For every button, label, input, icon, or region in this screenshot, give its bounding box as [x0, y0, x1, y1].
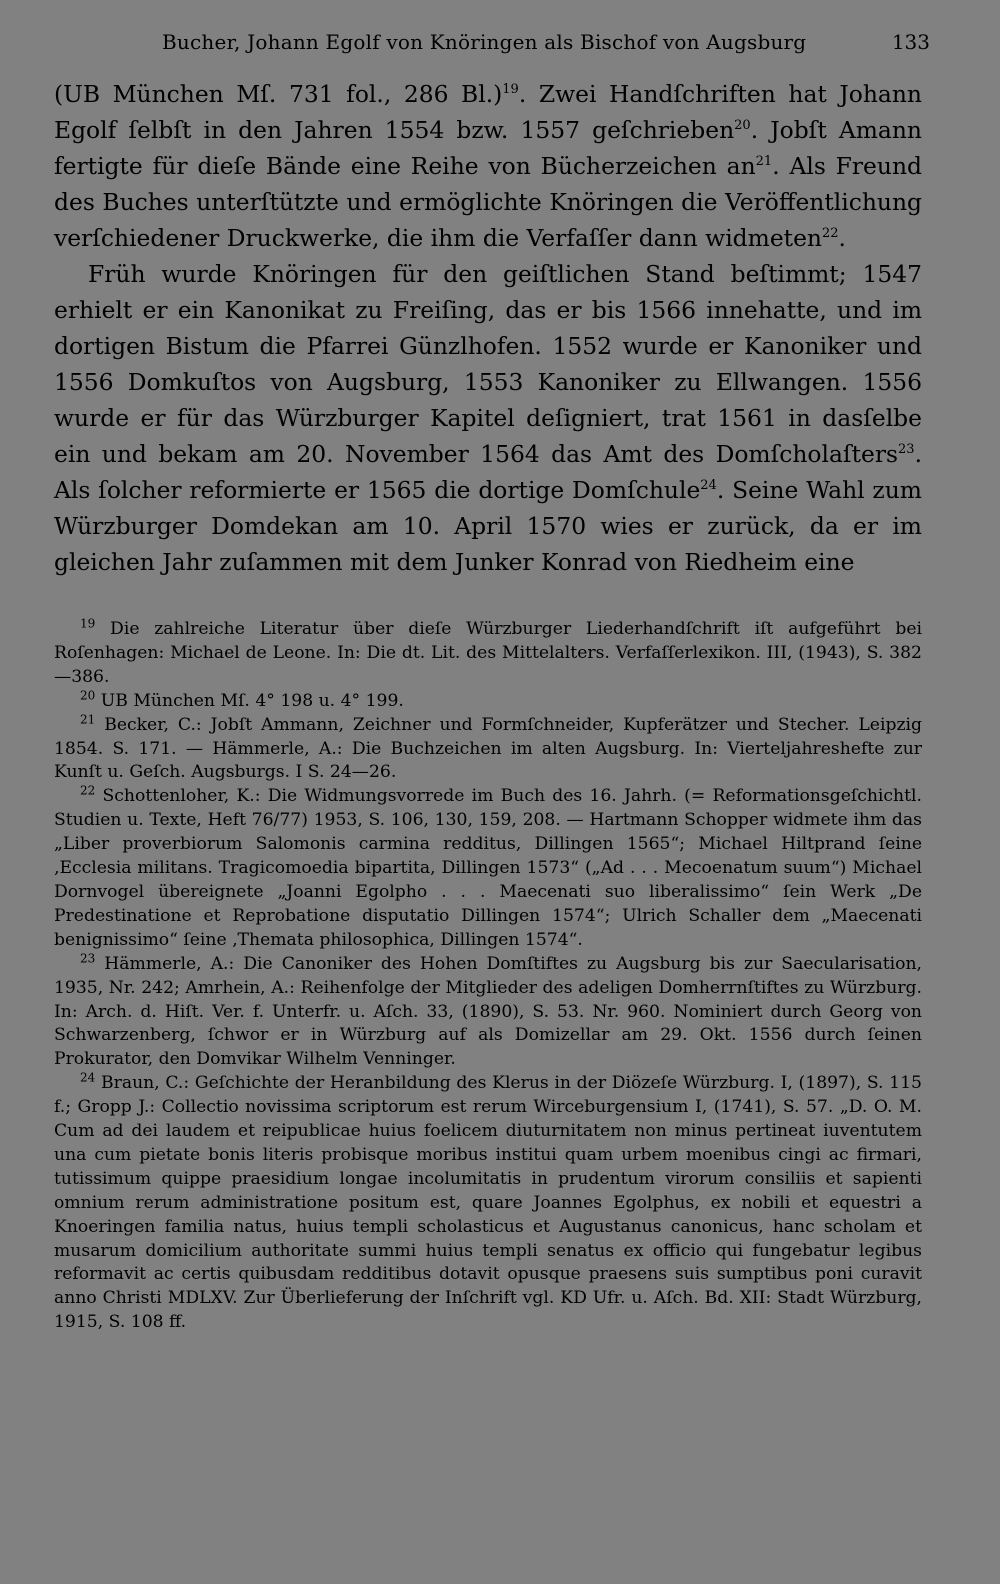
footnote-text: UB München Mſ. 4° 198 u. 4° 199. [100, 690, 404, 711]
running-title: Bucher, Johann Egolf von Knöringen als Bischof von Augsburg [162, 30, 807, 54]
footnote-text: Schottenloher, K.: Die Widmungsvorrede im Buch des 16. Jahrh. (= Reformationsgeſchichtl. Studien u. Texte, Heft 76/77) 1953, S. 106, 130, 159, 208. — Hartmann Schopper widmete ihm das „Liber proverbiorum Salomonis carmina redditus, Dillingen 1565“; Michael Hiltprand ſeine ‚Ecclesia militans. Tragicomoedia bipartita, Dillingen 1573“ („Ad . . . Mecoenatum suum“) Michael Dornvogel übereignete „Joanni Egolpho . . . Maecenati suo liberalissimo“ ſein Werk „De Predestinatione et Reprobatione disputatio Dillingen 1574“; Ulrich Schaller dem „Maecenati benignissimo“ ſeine ‚Themata philosophica, Dillingen 1574“. [54, 786, 922, 950]
paragraph-2 [54, 256, 922, 580]
footnote-22 [54, 785, 922, 952]
footnote-ref-22: 22 [821, 226, 839, 242]
main-text [54, 76, 922, 580]
footnote-ref-20: 20 [734, 118, 751, 134]
paragraph-2-text: . Seine Wahl zum Würzburger Domdekan am 10. April 1570 wies er zurück, da er im gleichen Jahr zuſammen mit dem Junker Konrad von Riedheim eine [54, 476, 922, 576]
paragraph-1-text: . Als Freund des Buches unterſtützte und ermöglichte Knöringen die Veröffentlichung verſchiedener Druckwerke, die ihm die Verfaſſer dann widmeten [54, 152, 922, 252]
footnote-21 [54, 711, 922, 786]
running-head [54, 30, 930, 60]
paragraph-1-text: . Zwei Handſchriften hat Johann Egolf ſelbſt in den Jahren 1554 bzw. 1557 geſchrieben [54, 80, 922, 144]
paragraph-1-text: . Jobſt Amann fertigte für dieſe Bände eine Reihe von Bücherzeichen an [54, 116, 923, 180]
footnote-23 [54, 950, 922, 1073]
footnote-20 [54, 687, 922, 714]
footnote-ref-19: 19 [502, 82, 519, 98]
footnote-number: 22 [80, 783, 96, 798]
footnote-text: Braun, C.: Geſchichte der Heranbildung des Klerus in der Diözeſe Würzburg. I, (1897), S. 115 f.; Gropp J.: Collectio novissima scriptorum est rerum Wirceburgensium I, (1741), S. 57. „D. O. M. Cum ad dei laudem et reipublicae huius foelicem diuturnitatem non minus pertineat iuventutem una cum pietate bonis literis probisque moribus institui quam urbem moenibus cingi ac firmari, tutissimum quippe praesidium longae incolumitatis in prudentum virorum consiliis et sapienti omnium rerum administratione positum est, quare Joannes Egolphus, ex nobili et equestri a Knoeringen familia natus, huius templi scholasticus et Augustanus canonicus, hanc scholam et musarum domicilium authoritate summi huius templi senatus ex officio qui fungebatur legibus reformavit ac certis quibusdam redditibus dotavit opusque praesens suis sumptibus poni curavit anno Christi MDLXV. Zur Überlieferung der Inſchrift vgl. KD Ufr. u. Aſch. Bd. XII: Stadt Würzburg, 1915, S. 108 ff. [54, 1073, 922, 1333]
paragraph-2-text: . Als ſolcher reformierte er 1565 die dortige Domſchule [54, 440, 922, 504]
footnote-ref-21: 21 [755, 154, 773, 170]
paragraph-1-text: . [838, 224, 846, 252]
footnote-number: 20 [80, 687, 96, 702]
footnote-text: Becker, C.: Jobſt Ammann, Zeichner und Formſchneider, Kupferätzer und Stecher. Leipzig 1854. S. 171. — Hämmerle, A.: Die Buchzeichen im alten Augsburg. In: Vierteljahreshefte zur Kunſt u. Geſch. Augsburgs. I S. 24—26. [54, 714, 922, 783]
footnote-24 [54, 1072, 922, 1335]
footnotes [54, 618, 922, 1335]
footnote-number: 24 [80, 1070, 96, 1085]
footnote-ref-24: 24 [700, 478, 717, 494]
paragraph-1 [54, 76, 922, 256]
page-number: 133 [891, 30, 930, 54]
footnote-text: Hämmerle, A.: Die Canoniker des Hohen Domſtiftes zu Augsburg bis zur Saecularisation, 1935, Nr. 242; Amrhein, A.: Reihenfolge der Mitglieder des adeligen Domherrnſtiftes zu Würzburg. In: Arch. d. Hiſt. Ver. f. Unterfr. u. Aſch. 33, (1890), S. 53. Nr. 960. Nominiert durch Georg von Schwarzenberg, ſchwor er in Würzburg auf als Domizellar am 29. Okt. 1556 durch ſeinen Prokurator, den Domvikar Wilhelm Venninger. [54, 953, 922, 1070]
footnote-text: Die zahlreiche Literatur über dieſe Würzburger Liederhandſchrift iſt aufgeführt bei Roſenhagen: Michael de Leone. In: Die dt. Lit. des Mittelalters. Verfaſſerlexikon. III, (1943), S. 382—386. [54, 619, 922, 687]
footnote-number: 19 [80, 616, 96, 631]
footnote-number: 23 [80, 950, 96, 965]
footnote-ref-23: 23 [898, 442, 915, 458]
paragraph-1-text: (UB München Mſ. 731 fol., 286 Bl.) [54, 80, 503, 108]
paragraph-2-text: Früh wurde Knöringen für den geiſtlichen Stand beſtimmt; 1547 erhielt er ein Kanonikat zu Freiſing, das er bis 1566 innehatte, und im dortigen Bistum die Pfarrei Günzlhofen. 1552 wurde er Kanoniker und 1556 Domkuſtos von Augsburg, 1553 Kanoniker zu Ellwangen. 1556 wurde er für das Würzburger Kapitel deſigniert, trat 1561 in dasſelbe ein und bekam am 20. November 1564 das Amt des Domſcholaſters [54, 260, 922, 468]
footnote-number: 21 [80, 711, 96, 726]
footnote-19 [54, 618, 922, 690]
